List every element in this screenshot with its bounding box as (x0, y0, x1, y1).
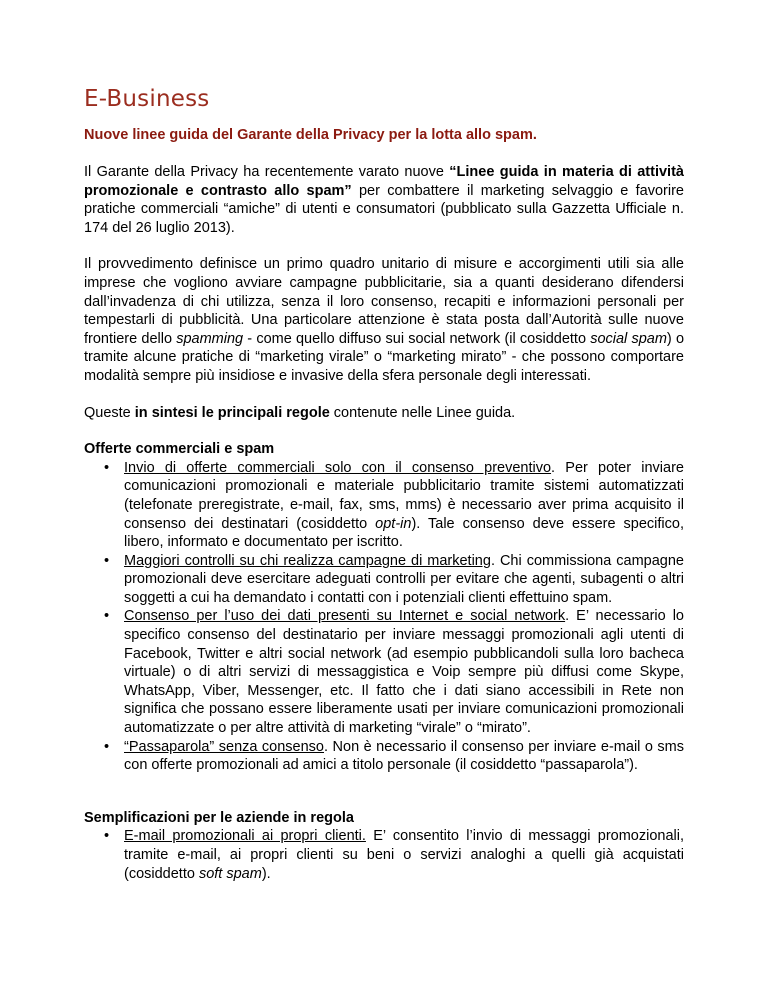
list-item (104, 827, 684, 883)
intro-paragraph-1 (84, 163, 684, 237)
intro-p3-text-a: Queste (84, 404, 135, 421)
document-title: E-Business (84, 86, 210, 112)
document-subtitle: Nuove linee guida del Garante della Privacy per la lotta allo spam. (84, 127, 537, 143)
list-item-text: . Chi commissiona campagne promozionali deve esercitare adeguati controlli per evitare che agenti, subagenti o altri soggetti a cui ha demandato i contatti con i potenziali clienti effettuino spam. (124, 552, 684, 606)
section-1-title: Offerte commerciali e spam (84, 441, 275, 458)
section-1-list (84, 459, 684, 775)
intro-p2-text-a: Il provvedimento definisce un primo quadro unitario di misure e accorgimenti utili sia alle imprese che vogliono avviare campagne pubblicitarie, sia a quanti desiderano difendersi dall’invadenza di chi utilizza, senza il loro consenso, recapiti e informazioni personali per tempestarli di pubblicità. Una particolare attenzione è stata posta dall’Autorità sulle nuove frontiere dello (84, 256, 684, 347)
intro-paragraph-2 (84, 255, 684, 385)
list-item (104, 607, 684, 737)
list-item-text: . E’ necessario lo specifico consenso del destinatario per inviare messaggi promozionali agli utenti di Facebook, Twitter e altri social network (ad esempio pubblicandoli sulla loro bacheca virtuale) o di altri servizi di messaggistica e Voip sempre più diffusi come Skype, WhatsApp, Viber, Messenger, etc. Il fatto che i dati siano accessibili in Rete non significa che possano essere liberamente usati per inviare comunicazioni promozionali automatizzate o per altre attività di marketing “virale” o “mirato”. (124, 608, 684, 737)
list-item-text-end: ). (261, 865, 271, 882)
list-item-text: . Per poter inviare comunicazioni promozionali e materiale pubblicitario tramite sistemi automatizzati (telefonate preregistrate, e-mail, fax, sms, mms) è necessario aver prima acquisito il consenso dei destinatari (cosiddetto (124, 459, 684, 532)
intro-p3-text-b: contenute nelle Linee guida. (329, 404, 516, 421)
list-item-text: E’ consentito l’invio di messaggi promozionali, tramite e-mail, ai propri clienti su beni o servizi analoghi a quelli già acquistati (cosiddetto (124, 828, 684, 882)
intro-p2-italic-1: spamming (176, 330, 244, 347)
list-item-heading: “Passaparola” senza consenso (124, 738, 325, 755)
section-2-list (84, 827, 684, 883)
section-spacer (84, 775, 684, 809)
list-item-italic: opt-in (375, 515, 412, 532)
list-item (104, 738, 684, 775)
intro-p2-text-b: - come quello diffuso sui social network (il cosiddetto (243, 330, 591, 347)
intro-p1-text-b: per combattere il marketing selvaggio e favorire pratiche commerciali “amiche” di utenti e consumatori (pubblicato sulla Gazzetta Ufficiale n. 174 del 26 luglio 2013). (84, 182, 684, 236)
list-item-heading: Invio di offerte commerciali solo con il consenso preventivo (124, 459, 552, 476)
intro-p3-bold: in sintesi le principali regole (134, 404, 330, 421)
intro-paragraph-3 (84, 404, 684, 423)
list-item-text-end: ). Tale consenso deve essere specifico, libero, informato e documentato per iscritto. (124, 515, 684, 551)
intro-p1-text-a: Il Garante della Privacy ha recentemente varato nuove (84, 164, 450, 180)
list-item-text: . Non è necessario il consenso per inviare e-mail o sms con offerte promozionali ad amici a titolo personale (il cosiddetto “passaparola”). (124, 738, 685, 774)
list-item-heading: Consenso per l’uso dei dati presenti su Internet e social network (124, 608, 566, 625)
list-item-heading: E-mail promozionali ai propri clienti. (124, 828, 366, 845)
intro-p2-text-c: ) o tramite alcune pratiche di “marketing virale” o “marketing mirato” - che possono comportare modalità sempre più insidiose e invasive della sfera personale degli interessati. (84, 330, 685, 384)
intro-p2-italic-2: social spam (590, 330, 667, 347)
list-item (104, 459, 684, 552)
list-item-italic: soft spam (198, 865, 262, 882)
section-2-title: Semplificazioni per le aziende in regola (84, 809, 354, 826)
list-item-heading: Maggiori controlli su chi realizza campagne di marketing (124, 552, 491, 569)
intro-p1-bold: “Linee guida in materia di attività promozionale e contrasto allo spam” (84, 164, 684, 199)
list-item (104, 552, 684, 608)
